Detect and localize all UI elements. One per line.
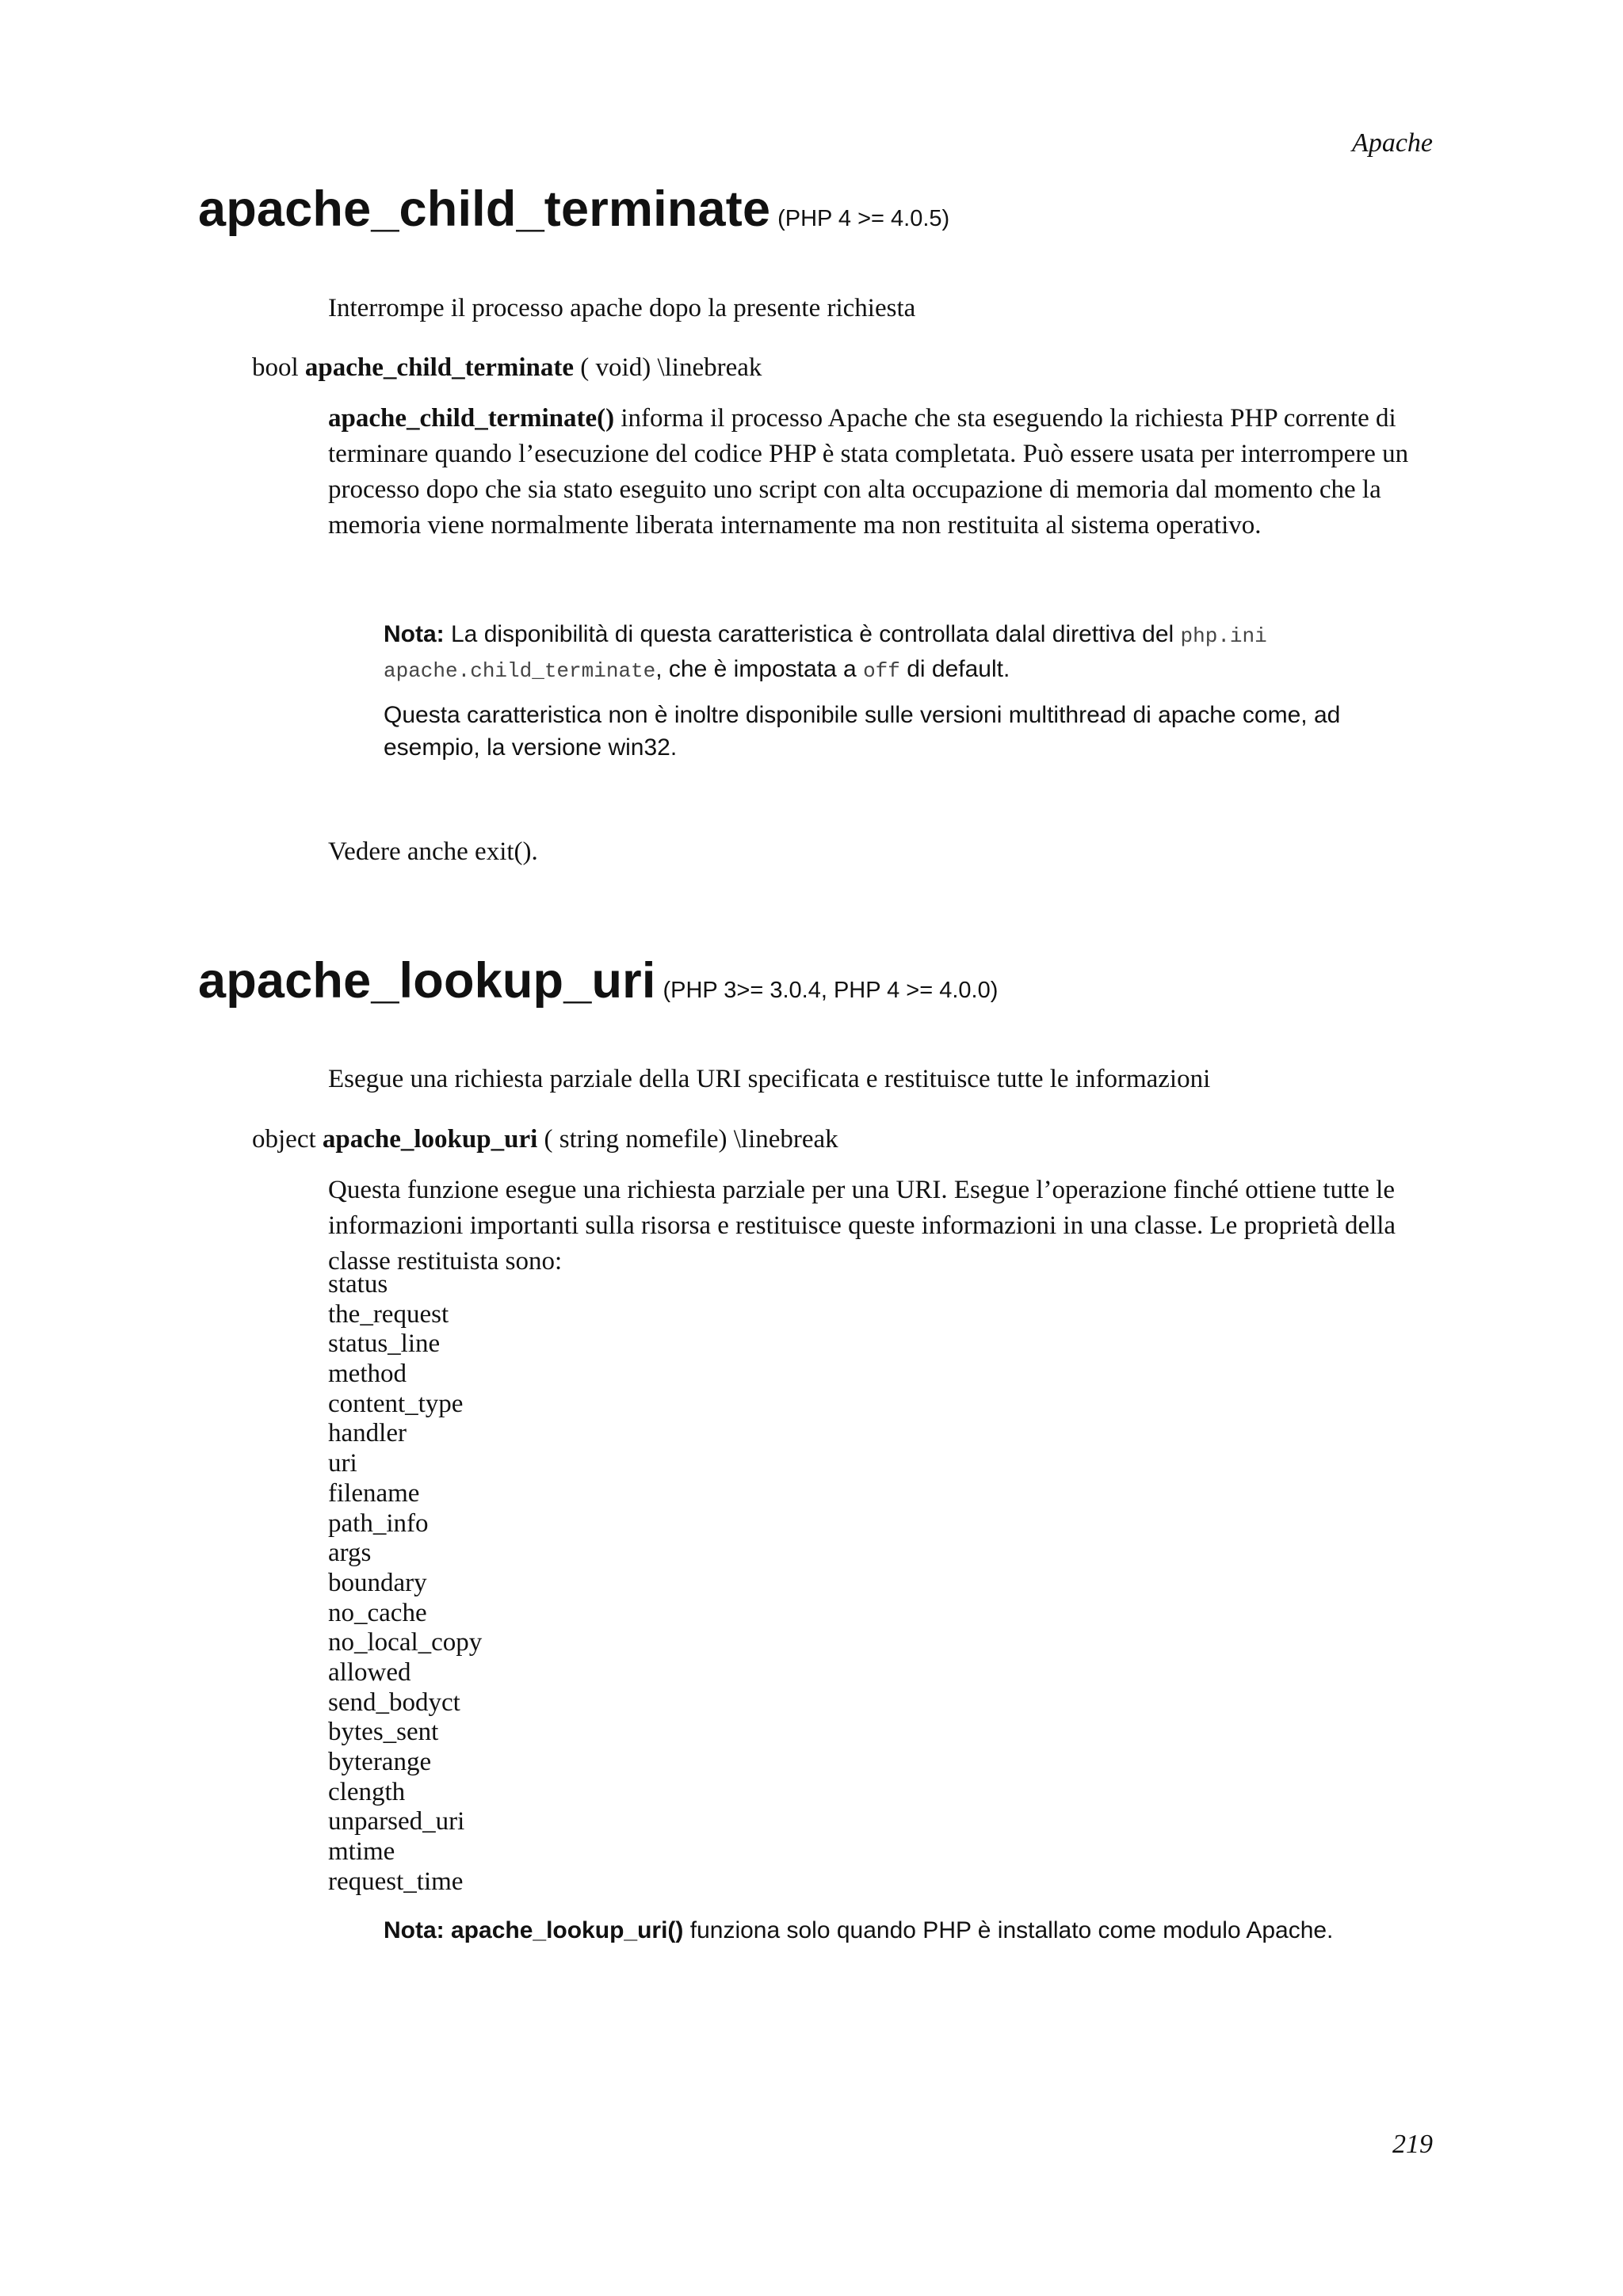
list-item: allowed (328, 1657, 411, 1687)
list-item: request_time (328, 1867, 464, 1896)
list-item: path_info (328, 1508, 429, 1538)
synopsis-function-name: apache_child_terminate (304, 353, 575, 382)
code-off: off (863, 659, 900, 683)
synopsis-function-name: apache_lookup_uri (322, 1125, 538, 1154)
list-item: status (328, 1270, 388, 1299)
function-name: apache_child_terminate (198, 181, 771, 237)
php-version: (PHP 3>= 3.0.4, PHP 4 >= 4.0.0) (663, 978, 999, 1003)
note-function-name: apache_lookup_uri() (451, 1917, 684, 1943)
running-header: Apache (1352, 128, 1433, 158)
note-apache-module (384, 1914, 1493, 1947)
list-item: args (328, 1539, 372, 1568)
note-label: Nota: (384, 1917, 445, 1943)
function-description: Questa funzione esegue una richiesta parziale per una URI. Esegue l’operazione finché ottiene tutte le informazioni importanti sulla risorsa e restituisce queste informazioni in una classe. Le proprietà della classe restituista sono: (328, 1176, 1396, 1276)
list-item: mtime (328, 1837, 395, 1867)
page-number: 219 (1392, 2130, 1433, 2159)
list-item: handler (328, 1419, 407, 1448)
php-version: (PHP 4 >= 4.0.5) (777, 206, 950, 231)
note-text: La disponibilità di questa caratteristica è controllata dalal direttiva del (444, 621, 1181, 647)
return-type: bool (252, 353, 299, 382)
list-item: byterange (328, 1748, 432, 1776)
list-item: unparsed_uri (328, 1807, 465, 1836)
list-item: clength (328, 1777, 406, 1806)
function-title-apache-lookup-uri (198, 952, 998, 1009)
list-item: content_type (328, 1389, 464, 1418)
description-function-name: apache_child_terminate() (328, 404, 615, 433)
note-paragraph (384, 618, 1414, 688)
code-php-ini: php.ini (1180, 624, 1267, 648)
code-child-terminate: apache.child_terminate (384, 659, 656, 683)
list-item: status_line (328, 1329, 441, 1359)
note-paragraph-2: Questa caratteristica non è inoltre disponibile sulle versioni multithread di apache come, ad esempio, la versione win32. (384, 702, 1341, 761)
function-summary: Interrompe il processo apache dopo la presente richiesta (328, 294, 916, 322)
function-summary: Esegue una richiesta parziale della URI specificata e restituisce tutte le informazioni (328, 1065, 1211, 1093)
function-title-apache-child-terminate (198, 181, 949, 238)
list-item: no_cache (328, 1598, 427, 1627)
return-type: object (252, 1125, 316, 1154)
note-text: funziona solo quando PHP è installato come modulo Apache. (683, 1917, 1334, 1943)
note-label: Nota: (384, 621, 445, 647)
function-name: apache_lookup_uri (198, 953, 656, 1009)
list-item: filename (328, 1478, 420, 1508)
list-item: the_request (328, 1299, 449, 1329)
see-also: Vedere anche exit(). (328, 837, 538, 866)
list-item: bytes_sent (328, 1718, 439, 1747)
list-item: uri (328, 1449, 357, 1478)
function-synopsis (252, 353, 762, 383)
list-item: boundary (328, 1568, 427, 1597)
list-item: no_local_copy (328, 1628, 483, 1657)
note-text: , che è impostata a (655, 656, 864, 682)
note-text: di default. (899, 656, 1010, 682)
function-description (328, 401, 1438, 543)
list-item: send_bodyct (328, 1688, 460, 1717)
synopsis-args: ( void) \linebreak (574, 353, 762, 382)
property-list (328, 1270, 482, 1897)
description-text: informa il processo Apache che sta eseguendo la richiesta PHP corrente di terminare quando l’esecuzione del codice PHP è stata completata. Può essere usata per interrompere un processo dopo che sia stato eseguito uno script con alta occupazione di memoria dal momento che la memoria viene normalmente liberata internamente ma non restituita al sistema operativo. (328, 404, 1409, 540)
synopsis-args: ( string nomefile) \linebreak (537, 1125, 838, 1154)
list-item: method (328, 1360, 407, 1389)
note-box (384, 618, 1414, 764)
function-synopsis (252, 1125, 838, 1154)
